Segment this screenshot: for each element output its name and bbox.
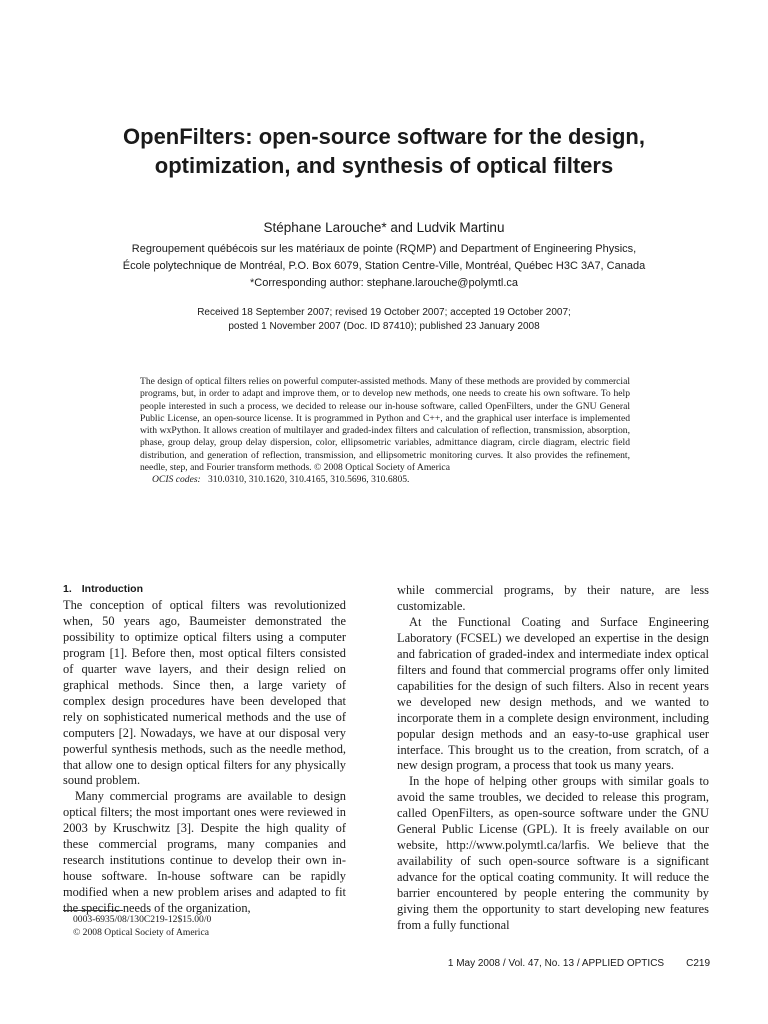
- corresponding-author: *Corresponding author: stephane.larouche@polymtl.ca: [250, 277, 518, 289]
- section-number: 1.: [63, 583, 72, 595]
- dates-line-1: Received 18 September 2007; revised 19 October 2007; accepted 19 October 2007;: [197, 307, 571, 318]
- running-footer: [420, 958, 710, 970]
- paragraph: while commercial programs, by their nature, are less customizable.: [397, 583, 709, 613]
- page-number: C219: [686, 958, 710, 969]
- paragraph: At the Functional Coating and Surface Engineering Laboratory (FCSEL) we developed an expertise in the design and fabrication of graded-index and intermediate index optical filters and found that commercial programs offer only limited capabilities for the design of such filters. Also in recent years we developed new design methods, and we wanted to incorporate them in a complete design environment, including popular design methods and an easy-to-use graphical user interface. This brought us to the creation, from scratch, of a new design program, a process that took us many years.: [397, 614, 709, 773]
- footnote-divider: [63, 910, 123, 911]
- affiliation: [40, 241, 728, 292]
- title-line-1: OpenFilters: open-source software for the design,: [123, 124, 645, 149]
- paragraph: Many commercial programs are available to design optical filters; the most important ones were reviewed in 2003 by Kruschwitz [3]. Despite the high quality of these commercial programs, many companies and research institutions continue to develop their own in-house software. In-house software can be rapidly modified when a new problem arises and adapted to fit the specific needs of the organization,: [63, 789, 346, 916]
- dates-line-2: posted 1 November 2007 (Doc. ID 87410); published 23 January 2008: [228, 321, 540, 332]
- publication-dates: [40, 306, 728, 334]
- ocis-codes: [140, 474, 630, 486]
- copyright-footnote: [73, 913, 211, 939]
- abstract: [140, 376, 630, 486]
- ocis-values: 310.0310, 310.1620, 310.4165, 310.5696, 310.6805.: [207, 474, 410, 485]
- section-title: Introduction: [81, 583, 144, 595]
- paragraph: The conception of optical filters was revolutionized when, 50 years ago, Baumeister demonstrated the possibility to optimize optical filters using a computer program [1]. Before then, most optical filters consisted of quarter wave layers, and their design relied on graphical methods. Since then, a large variety of complex design procedures have been developed that rely on sophisticated numerical methods and the use of computers [2]. Nowadays, we have at our disposal very powerful synthesis methods, such as the needle method, that allow one to design optical filters for any physically sound problem.: [63, 598, 346, 788]
- ocis-label: OCIS codes:: [152, 474, 201, 485]
- article-title: [40, 122, 728, 180]
- footnote-line-2: © 2008 Optical Society of America: [73, 927, 209, 938]
- abstract-text: The design of optical filters relies on powerful computer-assisted methods. Many of these methods are provided by commercial programs, but, in order to adapt and improve them, or to develop new methods, one needs to create his own software. To help people interested in such a process, we decided to release our in-house software, called OpenFilters, under the GNU General Public License, an open-source license. It is programmed in Python and C++, and the graphical user interface is implemented with wxPython. It allows creation of multilayer and graded-index filters and calculation of reflection, transmission, absorption, phase, group delay, group delay dispersion, color, ellipsometric variables, admittance diagram, circle diagram, electric field distribution, and generation of reflection, transmission, and ellipsometric monitoring curves. It also provides the refinement, needle, step, and Fourier transform methods. © 2008 Optical Society of America: [140, 376, 630, 473]
- journal-citation: 1 May 2008 / Vol. 47, No. 13 / APPLIED OPTICS: [447, 958, 665, 969]
- affiliation-line-1: Regroupement québécois sur les matériaux de pointe (RQMP) and Department of Engineering Physics,: [131, 243, 637, 255]
- affiliation-line-2: École polytechnique de Montréal, P.O. Box 6079, Station Centre-Ville, Montréal, Québec H3C 3A7, Canada: [122, 260, 646, 272]
- title-line-2: optimization, and synthesis of optical filters: [154, 153, 614, 178]
- section-heading: [63, 582, 346, 596]
- right-column: [397, 583, 709, 934]
- footnote-line-1: 0003-6935/08/130C219-12$15.00/0: [73, 914, 212, 925]
- authors: Stéphane Larouche* and Ludvik Martinu: [263, 220, 505, 235]
- left-column: [63, 582, 346, 917]
- paragraph: In the hope of helping other groups with similar goals to avoid the same troubles, we decided to release this program, called OpenFilters, as open-source software under the GNU General Public License (GPL). It is freely available on our website, http://www.polymtl.ca/larfis. We believe that the availability of such open-source software is a significant advance for the optical coating community. It will reduce the barrier encountered by people entering the community by giving them the opportunity to start developing new features from a fully functional: [397, 774, 709, 933]
